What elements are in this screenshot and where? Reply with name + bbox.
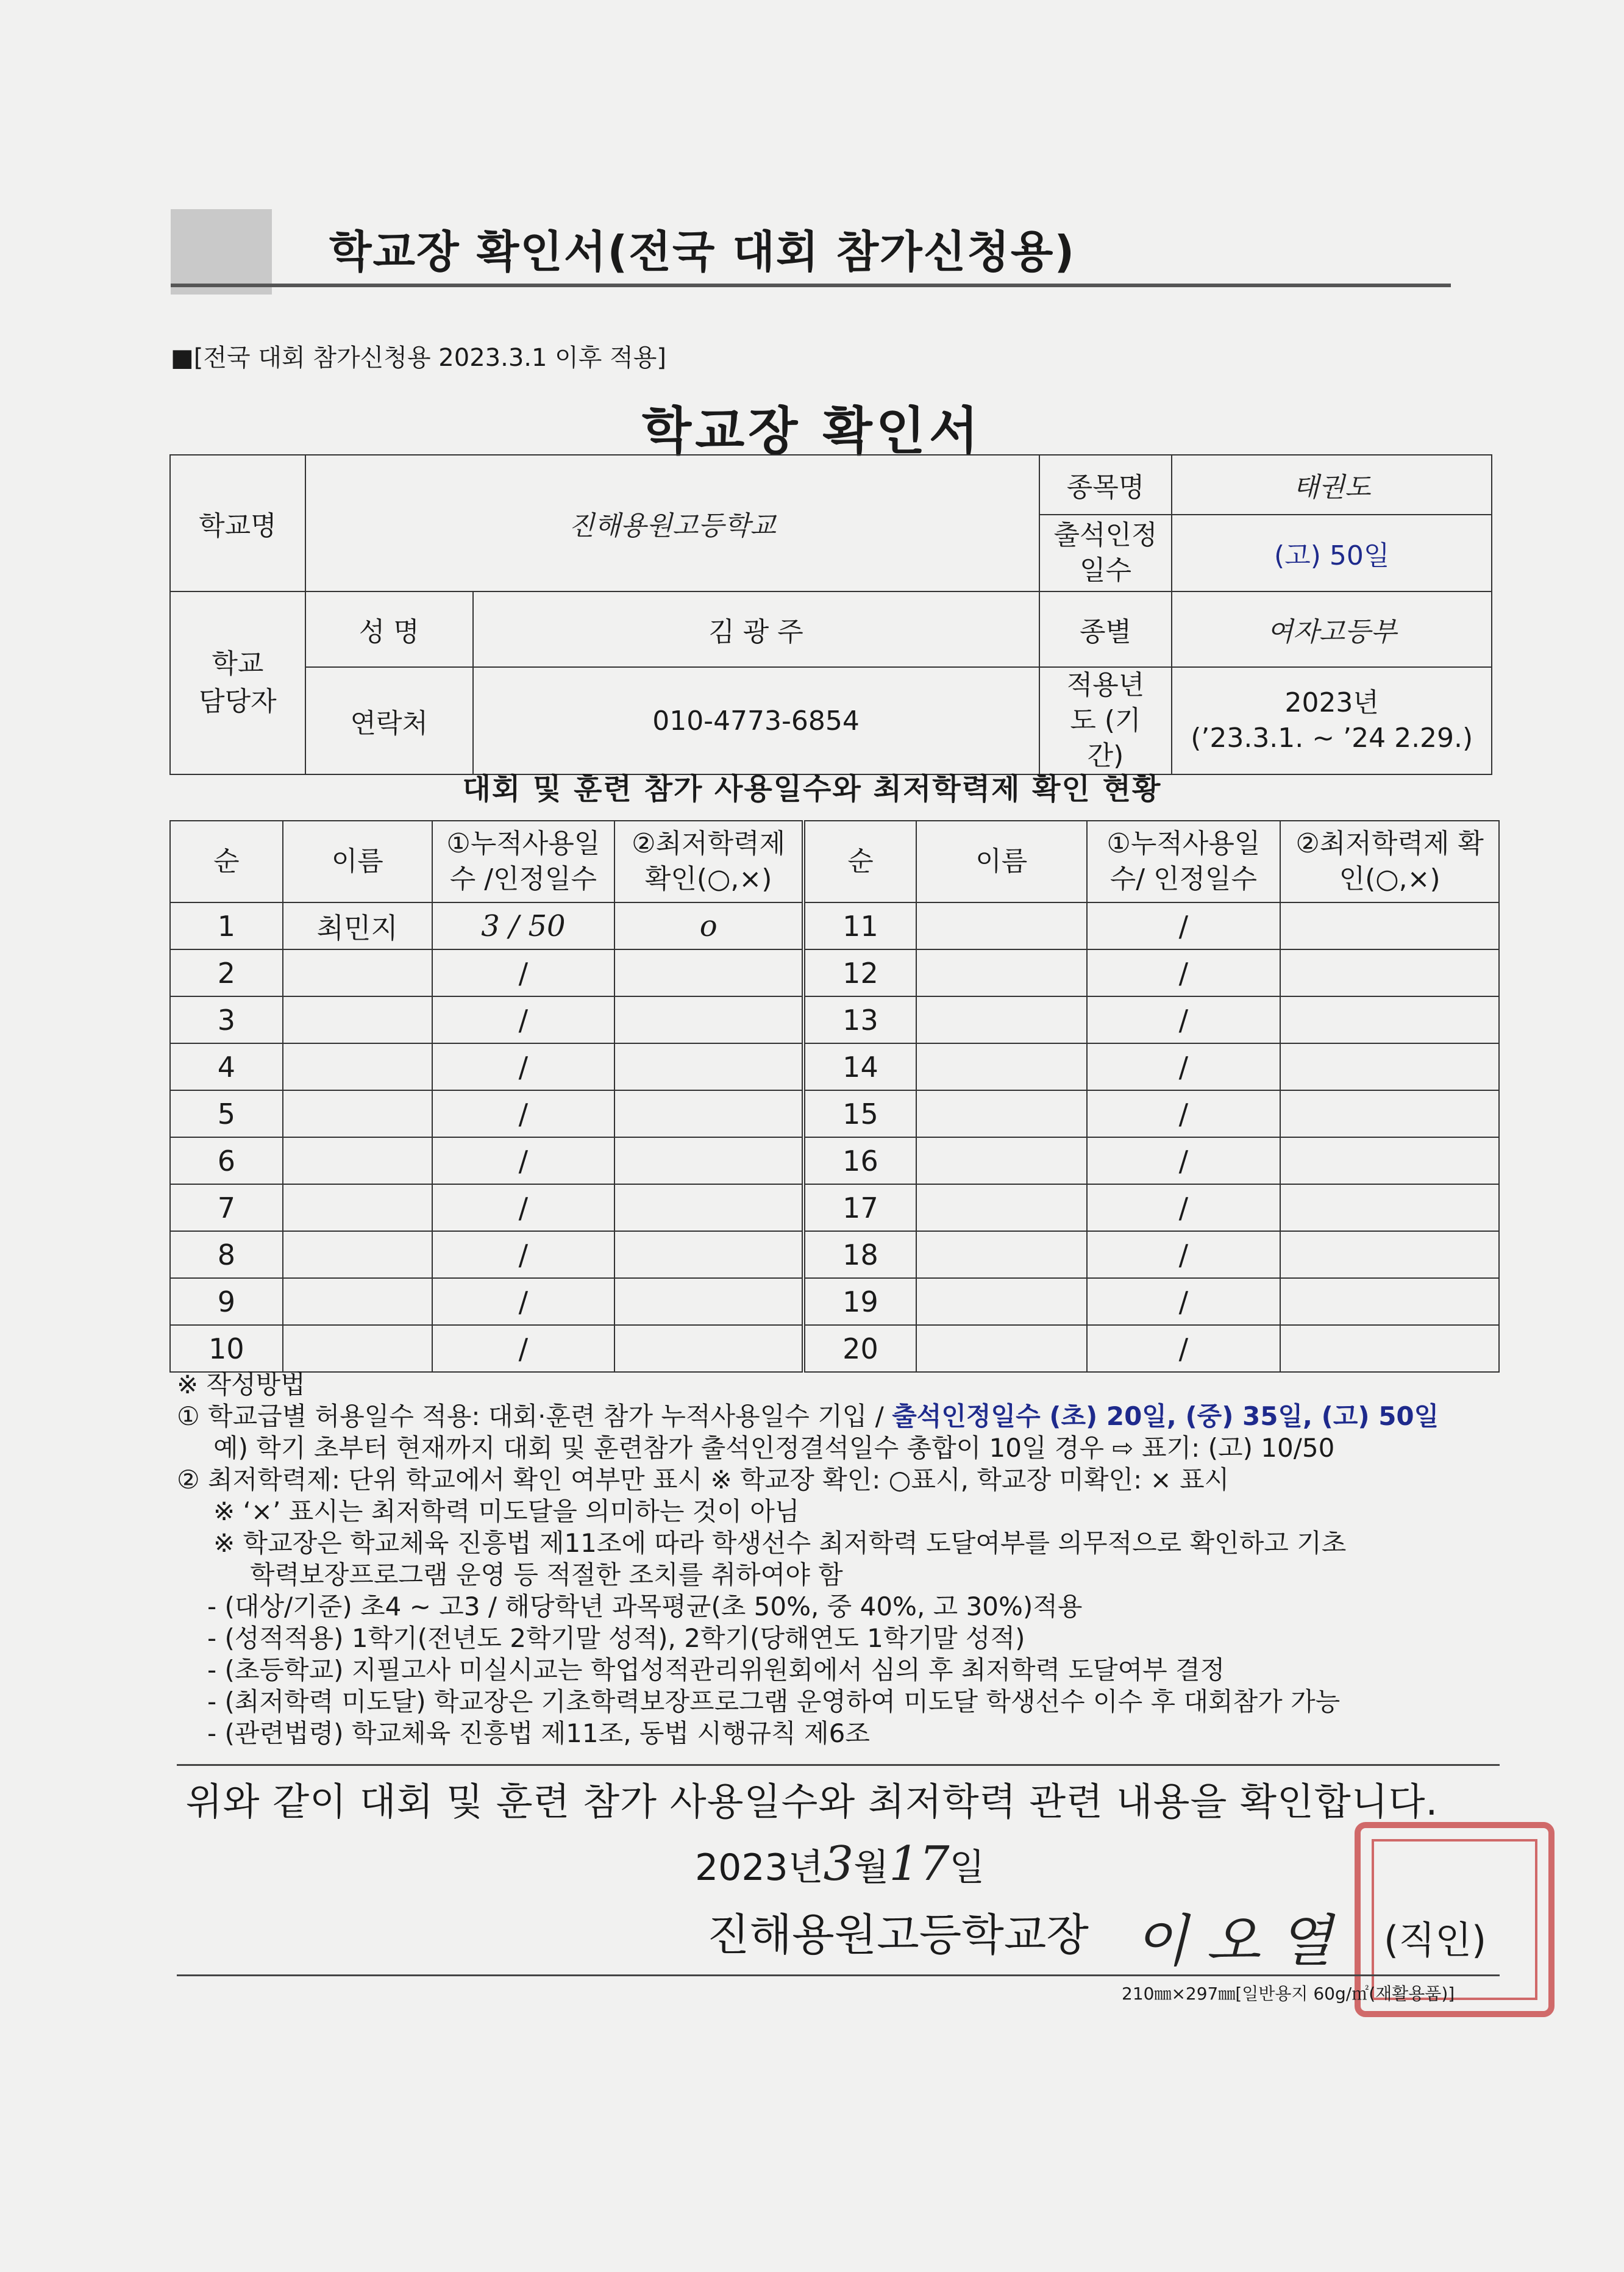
instruction-line-6: 학력보장프로그램 운영 등 적절한 조치를 취하여야 함 [250,1560,843,1590]
table-row [170,949,1499,996]
row-check [614,949,803,996]
attendance-allowance: 출석인정일수 (초) 20일, (중) 35일, (고) 50일 [892,1401,1439,1431]
row-name [283,996,432,1043]
application-note: ■[전국 대회 참가신청용 2023.3.1 이후 적용] [171,344,667,372]
row-days-2: / [1087,902,1281,949]
instruction-line-11: - (관련법령) 학교체육 진흥법 제11조, 동법 시행규칙 제6조 [207,1718,870,1748]
sport-value: 태권도 [1172,455,1492,515]
row-check-2 [1280,1090,1499,1137]
year-cell [1172,667,1492,774]
row-no-2: 20 [803,1325,916,1372]
row-days-2: / [1087,996,1281,1043]
row-name [283,1043,432,1090]
row-no: 5 [170,1090,283,1137]
category-value: 여자고등부 [1172,591,1492,667]
row-name [283,1184,432,1231]
header-gray-box [171,209,272,295]
row-days-2: / [1087,1137,1281,1184]
row-no: 10 [170,1325,283,1372]
row-check-2 [1280,1184,1499,1231]
notes-divider [177,1764,1500,1766]
row-days: / [432,1043,615,1090]
row-days: / [432,1137,615,1184]
instruction-line-1-text: ① 학교급별 허용일수 적용: 대회·훈련 참가 누적사용일수 기입 / [177,1401,892,1431]
row-name-2 [916,902,1087,949]
row-no: 2 [170,949,283,996]
col-header-days: ①누적사용일수 /인정일수 [432,821,615,902]
principal-title: 진해용원고등학교장 [707,1909,1089,1960]
col-header-name: 이름 [283,821,432,902]
row-no: 3 [170,996,283,1043]
row-check [614,1278,803,1325]
table-row [170,996,1499,1043]
row-check-2 [1280,949,1499,996]
row-days: / [432,1278,615,1325]
section-title: 대회 및 훈련 참가 사용일수와 최저학력제 확인 현황 [462,772,1162,806]
table-row [170,1231,1499,1278]
manager-label: 학교 담당자 [170,591,305,774]
row-days-2: / [1087,949,1281,996]
row-check-2 [1280,1137,1499,1184]
instruction-line-3: ② 최저학력제: 단위 학교에서 확인 여부만 표시 ※ 학교장 확인: ○표시, 학교장 미확인: × 표시 [177,1465,1230,1495]
row-no-2: 15 [803,1090,916,1137]
instruction-line-9: - (초등학교) 지필고사 미실시교는 학업성적관리위원회에서 심의 후 최저학력 도달여부 결정 [207,1655,1225,1685]
row-days-2: / [1087,1090,1281,1137]
row-no-2: 14 [803,1043,916,1090]
table-row [170,902,1499,949]
instruction-line-1 [177,1401,1439,1432]
row-days: / [432,1090,615,1137]
table-row [170,1043,1499,1090]
row-name [283,1137,432,1184]
row-no: 7 [170,1184,283,1231]
row-no: 1 [170,902,283,949]
header-title: 학교장 확인서(전국 대회 참가신청용) [329,226,1076,277]
name-value: 김 광 주 [473,591,1039,667]
table-row [170,1184,1499,1231]
confirmation-statement: 위와 같이 대회 및 훈련 참가 사용일수와 최저학력 관련 내용을 확인합니다. [185,1779,1439,1824]
row-name [283,1278,432,1325]
row-name-2 [916,1325,1087,1372]
date-day-unit: 일 [949,1846,985,1889]
table-row [170,1137,1499,1184]
attendance-label: 출석인정 일수 [1039,515,1172,591]
instruction-line-5: ※ 학교장은 학교체육 진흥법 제11조에 따라 학생선수 최저학력 도달여부를 의무적으로 확인하고 기초 [213,1528,1347,1558]
row-name-2 [916,1137,1087,1184]
row-name-2 [916,1184,1087,1231]
row-check: o [614,902,803,949]
col-header-days-2: ①누적사용일수/ 인정일수 [1087,821,1281,902]
row-days: / [432,996,615,1043]
row-days: 3 / 50 [432,902,615,949]
row-name: 최민지 [283,902,432,949]
year-label: 적용년도 (기간) [1039,667,1172,774]
row-days: / [432,1231,615,1278]
instruction-line-4: ※ ‘×’ 표시는 최저학력 미도달을 의미하는 것이 아님 [213,1496,800,1526]
paper-spec: 210㎜×297㎜[일반용지 60g/㎡(재활용품)] [1122,1984,1455,2004]
instruction-line-10: - (최저학력 미도달) 학교장은 기초학력보장프로그램 운영하여 미도달 학생선수 이수 후 대회참가 가능 [207,1687,1341,1717]
col-header-no-2: 순 [803,821,916,902]
row-check-2 [1280,996,1499,1043]
seal-label: (직인) [1384,1918,1487,1962]
row-check [614,1043,803,1090]
row-no-2: 18 [803,1231,916,1278]
instructions-heading: ※ 작성방법 [177,1370,305,1399]
instruction-line-8: - (성적적용) 1학기(전년도 2학기말 성적), 2학기(당해연도 1학기말 성적) [207,1623,1025,1653]
row-check [614,1231,803,1278]
row-check [614,996,803,1043]
row-no-2: 13 [803,996,916,1043]
col-header-name-2: 이름 [916,821,1087,902]
roster-table [169,820,1500,1373]
category-label: 종별 [1039,591,1172,667]
row-name-2 [916,1231,1087,1278]
row-check-2 [1280,1278,1499,1325]
row-no: 4 [170,1043,283,1090]
header-divider [171,284,1451,287]
row-days-2: / [1087,1231,1281,1278]
row-no: 6 [170,1137,283,1184]
row-check [614,1184,803,1231]
row-name-2 [916,1278,1087,1325]
row-no-2: 11 [803,902,916,949]
row-name-2 [916,1090,1087,1137]
row-days-2: / [1087,1325,1281,1372]
row-check-2 [1280,902,1499,949]
school-value: 진해용원고등학교 [305,455,1039,591]
footer-divider [177,1974,1500,1976]
instruction-line-7: - (대상/기준) 초4 ~ 고3 / 해당학년 과목평균(초 50%, 중 40%, 고 30%)적용 [207,1591,1083,1621]
principal-signature: 이 오 열 [1134,1909,1333,1974]
document-title: 학교장 확인서 [641,401,983,461]
attendance-value: (고) 50일 [1172,515,1492,591]
row-name [283,1325,432,1372]
info-table [169,454,1492,775]
date-day: 17 [889,1837,950,1892]
row-name-2 [916,996,1087,1043]
row-no-2: 17 [803,1184,916,1231]
row-check [614,1325,803,1372]
table-row [170,1325,1499,1372]
row-name [283,949,432,996]
row-days: / [432,1184,615,1231]
row-check-2 [1280,1043,1499,1090]
row-days: / [432,949,615,996]
contact-label: 연락처 [305,667,473,774]
year-value: 2023년 [1284,687,1379,718]
date-month: 3 [823,1837,854,1892]
row-name [283,1090,432,1137]
name-label: 성 명 [305,591,473,667]
row-name-2 [916,1043,1087,1090]
table-row [170,1090,1499,1137]
instructions [177,1369,1439,1749]
row-days-2: / [1087,1184,1281,1231]
col-header-no: 순 [170,821,283,902]
row-no-2: 12 [803,949,916,996]
col-header-check-2: ②최저학력제 확인(○,×) [1280,821,1499,902]
row-name-2 [916,949,1087,996]
row-no: 9 [170,1278,283,1325]
row-check-2 [1280,1231,1499,1278]
sport-label: 종목명 [1039,455,1172,515]
col-header-check: ②최저학력제 확인(○,×) [614,821,803,902]
row-no-2: 16 [803,1137,916,1184]
row-days-2: / [1087,1043,1281,1090]
contact-value: 010-4773-6854 [473,667,1039,774]
row-days: / [432,1325,615,1372]
instruction-line-2: 예) 학기 초부터 현재까지 대회 및 훈련참가 출석인정결석일수 총합이 10일 경우 ⇨ 표기: (고) 10/50 [213,1433,1335,1463]
period-value: (’23.3.1. ~ ’24 2.29.) [1191,723,1473,754]
date-month-unit: 월 [853,1846,889,1889]
table-row [170,1278,1499,1325]
date-year: 2023년 [695,1846,824,1889]
row-days-2: / [1087,1278,1281,1325]
row-check [614,1090,803,1137]
row-check-2 [1280,1325,1499,1372]
row-no: 8 [170,1231,283,1278]
signature-date [695,1837,985,1892]
school-label: 학교명 [170,455,305,591]
row-no-2: 19 [803,1278,916,1325]
row-check [614,1137,803,1184]
row-name [283,1231,432,1278]
